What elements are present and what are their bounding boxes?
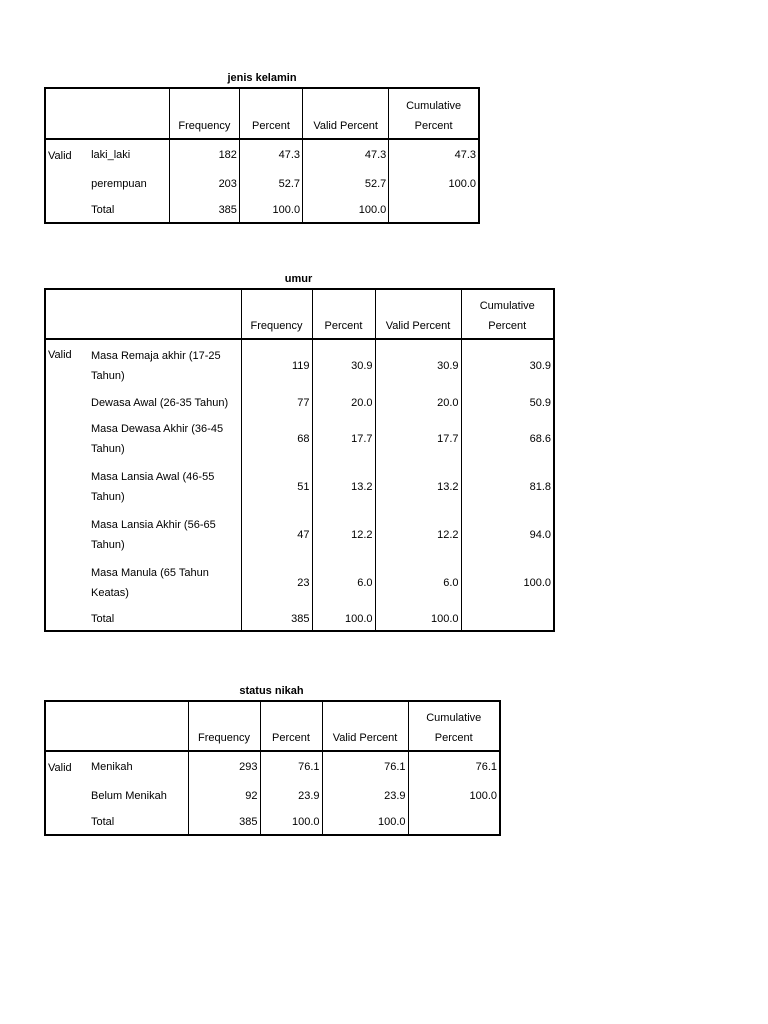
cumulative-percent-value: 30.9	[529, 359, 551, 372]
valid-percent-value: 23.9	[322, 782, 408, 809]
frequency-table	[44, 87, 480, 224]
percent-value: 100.0	[239, 197, 302, 223]
category-label: Masa Lansia Awal (46-55 Tahun)	[89, 463, 241, 511]
group-label: Valid	[48, 762, 72, 774]
percent-value: 30.9	[312, 339, 375, 391]
percent-value: 23.9	[260, 782, 322, 809]
category-label: perempuan	[89, 170, 169, 197]
table-row	[45, 511, 554, 559]
percent-value: 12.2	[312, 511, 375, 559]
percent-value: 76.1	[260, 751, 322, 782]
valid-percent-value: 6.0	[375, 559, 461, 607]
category-label: laki_laki	[89, 139, 169, 170]
header-frequency: Frequency	[241, 289, 312, 339]
category-label: Dewasa Awal (26-35 Tahun)	[89, 391, 241, 415]
frequency-value: 68	[241, 415, 312, 463]
cumulative-percent-value: 100.0	[469, 789, 497, 802]
table-row	[45, 139, 479, 170]
category-label: Total	[89, 607, 241, 631]
header-percent: Percent	[260, 701, 322, 751]
frequency-table	[44, 700, 501, 836]
table-umur	[44, 272, 553, 632]
frequency-value: 77	[241, 391, 312, 415]
header-valid-percent: Valid Percent	[322, 701, 408, 751]
frequency-value: 385	[241, 607, 312, 631]
table-row	[45, 415, 554, 463]
valid-percent-value: 30.9	[375, 339, 461, 391]
table-jenis-kelamin	[44, 71, 480, 224]
frequency-value: 23	[241, 559, 312, 607]
category-label: Masa Manula (65 Tahun Keatas)	[89, 559, 241, 607]
header-row	[45, 289, 554, 339]
table-row	[45, 559, 554, 607]
header-frequency: Frequency	[188, 701, 260, 751]
cumulative-percent-value: 94.0	[529, 529, 551, 541]
header-cumulative-percent: Cumulative Percent	[461, 289, 554, 339]
table-status-nikah	[44, 684, 499, 836]
frequency-value: 203	[169, 170, 239, 197]
cumulative-percent-value	[408, 809, 500, 835]
table-row	[45, 782, 500, 809]
table-row-total	[45, 607, 554, 631]
cumulative-percent-value: 50.9	[529, 397, 551, 409]
category-label: Masa Dewasa Akhir (36-45 Tahun)	[89, 415, 241, 463]
percent-value: 100.0	[312, 607, 375, 631]
table-row	[45, 463, 554, 511]
header-percent: Percent	[239, 88, 302, 139]
frequency-value: 293	[188, 751, 260, 782]
category-label: Belum Menikah	[89, 782, 188, 809]
percent-value: 17.7	[312, 415, 375, 463]
cumulative-percent-value: 100.0	[523, 577, 551, 589]
percent-value: 52.7	[239, 170, 302, 197]
percent-value: 100.0	[260, 809, 322, 835]
percent-value: 47.3	[239, 139, 302, 170]
valid-percent-value: 76.1	[322, 751, 408, 782]
table-title: jenis kelamin	[227, 72, 297, 84]
frequency-value: 182	[169, 139, 239, 170]
percent-value: 13.2	[312, 463, 375, 511]
frequency-value: 385	[169, 197, 239, 223]
table-row	[45, 170, 479, 197]
cumulative-percent-value: 68.6	[529, 433, 551, 445]
header-row	[45, 701, 500, 751]
category-label: Masa Remaja akhir (17-25 Tahun)	[89, 339, 241, 391]
category-label: Menikah	[89, 751, 188, 782]
table-row-total	[45, 197, 479, 223]
table-row-total	[45, 809, 500, 835]
header-percent: Percent	[312, 289, 375, 339]
frequency-table	[44, 288, 555, 632]
header-blank-cell	[45, 701, 188, 751]
header-cumulative-percent: Cumulative Percent	[408, 701, 500, 751]
table-row	[45, 391, 554, 415]
header-blank-cell	[45, 88, 169, 139]
cumulative-percent-value: 47.3	[454, 149, 476, 161]
cumulative-percent-value	[389, 197, 479, 223]
group-label: Valid	[48, 150, 72, 162]
frequency-value: 119	[241, 339, 312, 391]
cumulative-percent-value: 81.8	[529, 481, 551, 493]
frequency-value: 47	[241, 511, 312, 559]
valid-percent-value: 20.0	[375, 391, 461, 415]
category-label: Masa Lansia Akhir (56-65 Tahun)	[89, 511, 241, 559]
valid-percent-value: 47.3	[303, 139, 389, 170]
header-row	[45, 88, 479, 139]
category-label: Total	[89, 197, 169, 223]
table-title: status nikah	[239, 685, 304, 697]
valid-percent-value: 17.7	[375, 415, 461, 463]
valid-percent-value: 12.2	[375, 511, 461, 559]
header-frequency: Frequency	[169, 88, 239, 139]
group-label: Valid	[48, 349, 72, 361]
valid-percent-value: 13.2	[375, 463, 461, 511]
header-valid-percent: Valid Percent	[375, 289, 461, 339]
category-label: Total	[89, 809, 188, 835]
valid-percent-value: 100.0	[322, 809, 408, 835]
cumulative-percent-value	[461, 607, 554, 631]
cumulative-percent-value: 76.1	[475, 761, 497, 773]
header-cumulative-percent: Cumulative Percent	[389, 88, 479, 139]
frequency-value: 51	[241, 463, 312, 511]
percent-value: 6.0	[312, 559, 375, 607]
frequency-value: 385	[188, 809, 260, 835]
table-row	[45, 751, 500, 782]
header-blank-cell	[45, 289, 241, 339]
valid-percent-value: 100.0	[303, 197, 389, 223]
table-title: umur	[284, 273, 313, 285]
table-row	[45, 339, 554, 391]
percent-value: 20.0	[312, 391, 375, 415]
frequency-value: 92	[188, 782, 260, 809]
cumulative-percent-value: 100.0	[448, 177, 476, 190]
header-valid-percent: Valid Percent	[303, 88, 389, 139]
valid-percent-value: 52.7	[303, 170, 389, 197]
valid-percent-value: 100.0	[375, 607, 461, 631]
